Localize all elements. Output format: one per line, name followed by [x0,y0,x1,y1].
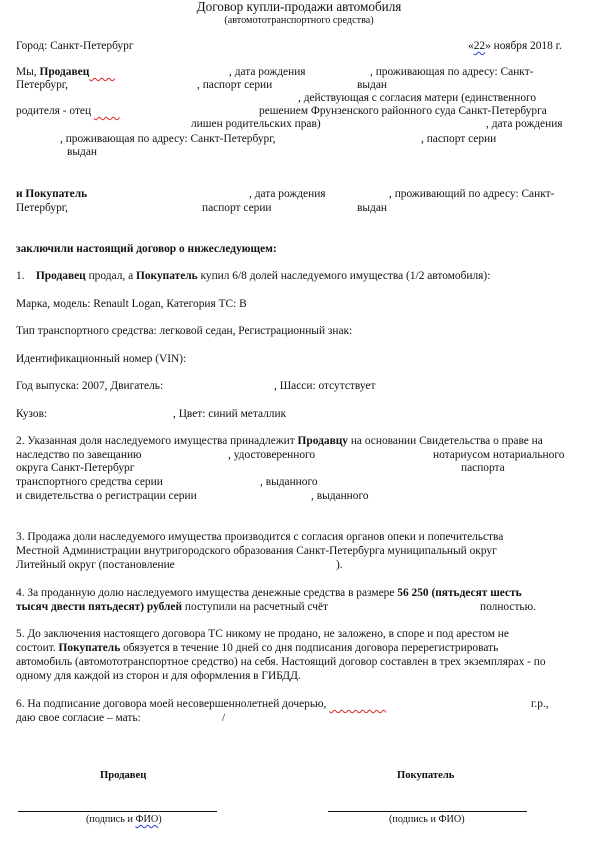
seller-signature-caption [86,813,162,826]
buyer-intro: и [16,188,26,200]
seller-father-blank [94,105,120,117]
clause-2-district: округа Санкт-Петербург [16,462,135,474]
seller-signature-line [18,811,217,812]
clause-1-text-b: купил 6/8 долей наследуемого имущества (1/2 автомобиля): [197,270,491,282]
seller-consent: , действующая с согласия матери (единственного [298,92,537,104]
buyer-signature-caption: (подпись и ФИО) [389,814,465,825]
date-day: 22 [473,40,486,52]
document-title: Договор купли-продажи автомобиля [196,0,402,14]
clause-5-text-a: состоит. [16,642,59,654]
clause-2-pts: транспортного средства серии [16,476,163,488]
father-issued-label: выдан [67,146,97,158]
seller-caption-c: ) [158,814,162,825]
clause-1-number: 1. [16,270,25,282]
parental-rights: лишен родительских прав) [191,118,321,130]
buyer-birth-label: , дата рождения [249,188,326,200]
buyer-signature-label: Покупатель [397,770,455,781]
clause-6-text-a: 6. На подписание договора моей несовершеннолетней дочерью, [16,698,327,710]
vehicle-chassis: , Шасси: отсутствует [274,380,376,392]
seller-signature-label: Продавец [100,770,147,781]
clause-4-amount: 56 250 (пятьдесят шесть [397,587,522,599]
buyer-role: Покупатель [25,188,88,200]
seller-intro: Мы, [16,66,40,78]
clause-2-text-a: 2. Указанная доля наследуемого имущества принадлежит [16,435,298,447]
clause-1-buyer: Покупатель [135,270,198,282]
buyer-issued-label: выдан [357,202,387,214]
vehicle-vin: Идентификационный номер (VIN): [16,353,187,365]
city-line: Город: Санкт-Петербург [16,40,134,52]
clause-5-line-1: 5. До заключения настоящего договора ТС никому не продано, не заложено, в споре и под арестом не [16,628,509,640]
clause-3-end: ). [336,559,343,571]
clause-6-line-1 [16,698,386,711]
vehicle-model: Марка, модель: Renault Logan, Категория ТС: B [16,298,247,310]
vehicle-body: Кузов: [16,408,48,420]
clause-4-full: полностью. [480,601,536,613]
seller-issued-label: выдан [357,79,387,91]
clause-2-passport: паспорта [461,462,505,474]
clause-4-amount-words: тысяч двести пятьдесят) рублей [16,601,183,613]
buyer-passport-label: паспорт серии [202,202,272,214]
seller-address-label: , проживающая по адресу: Санкт- [370,66,534,78]
preamble: заключили настоящий договор о нижеследующем: [16,243,277,255]
seller-role: Продавец [39,66,90,78]
clause-4-text-a: 4. За проданную долю наследуемого имущества денежные средства в размере [16,587,398,599]
daughter-name-blank [329,698,386,710]
buyer-address-label: , проживающий по адресу: Санкт- [389,188,555,200]
vehicle-color: , Цвет: синий металлик [173,408,287,420]
clause-2-pts-issued: , выданного [260,476,318,488]
date-rest: » ноября 2018 г. [485,40,562,52]
buyer-signature-line [328,811,527,812]
clause-6-consent: даю свое согласие – мать: [16,712,141,724]
father-address-label: , проживающая по адресу: Санкт-Петербург, [60,133,276,145]
clause-3-line-3: Литейный округ (постановление [16,559,175,571]
father-passport-label: , паспорт серии [421,133,497,145]
clause-5-line-2 [16,642,498,655]
clause-2-inheritance: наследство по завещанию [16,449,142,461]
clause-2-text-b: на основании Свидетельства о праве на [347,435,543,447]
date-line [468,40,562,53]
father-birth-label: , дата рождения [486,118,563,130]
clause-2-notary: нотариусом нотариального [433,449,565,461]
seller-father-label: родителя - отец [16,105,92,117]
buyer-line-1a [16,188,87,201]
vehicle-year: Год выпуска: 2007, Двигатель: [16,380,164,392]
clause-3-line-2: Местной Администрации внутригородского образования Санкт-Петербурга муниципальный округ [16,545,497,557]
clause-2-line-1 [16,435,543,448]
clause-2-registration: и свидетельства о регистрации серии [16,490,197,502]
seller-caption-fio: ФИО [135,814,159,825]
clause-5-text-b: обязуется в течение 10 дней со дня подписания договора перерегистрировать [120,642,499,654]
clause-2-seller: Продавцу [297,435,348,447]
seller-caption-a: (подпись и [86,814,136,825]
clause-6-slash: / [222,712,226,724]
clause-5-line-3: автомобиль (автомототранспортное средство) на себя. Настоящий договор составлен в трех экземплярах - по [16,656,546,668]
clause-1 [16,270,490,283]
buyer-city: Петербург, [16,202,68,214]
vehicle-type: Тип транспортного средства: легковой седан, Регистрационный знак: [16,325,353,337]
court-decision: решением Фрунзенского районного суда Санкт-Петербурга [259,105,547,117]
clause-1-text-a: продал, а [85,270,136,282]
clause-2-registration-issued: , выданного [311,490,369,502]
seller-passport-label: , паспорт серии [197,79,273,91]
clause-1-seller: Продавец [35,270,86,282]
seller-line-1a [16,66,115,79]
clause-2-certified: , удостоверенного [228,449,316,461]
clause-6-birth-year: г.р., [531,698,549,710]
seller-father [16,105,120,118]
clause-4-text-b: поступили на расчетный счёт [182,601,329,613]
seller-name-blank [89,66,115,78]
date-quote-open: « [468,40,474,52]
clause-4-line-2 [16,601,328,614]
document-subtitle: (автомототранспортного средства) [224,15,374,26]
seller-city: Петербург, [16,79,68,91]
clause-3-line-1: 3. Продажа доли наследуемого имущества производится с согласия органов опеки и попечительства [16,531,504,543]
clause-4-line-1 [16,587,522,600]
clause-5-line-4: одному для каждой из сторон и для оформления в ГИБДД. [16,670,301,682]
seller-birth-label: , дата рождения [229,66,306,78]
clause-5-buyer: Покупатель [58,642,121,654]
